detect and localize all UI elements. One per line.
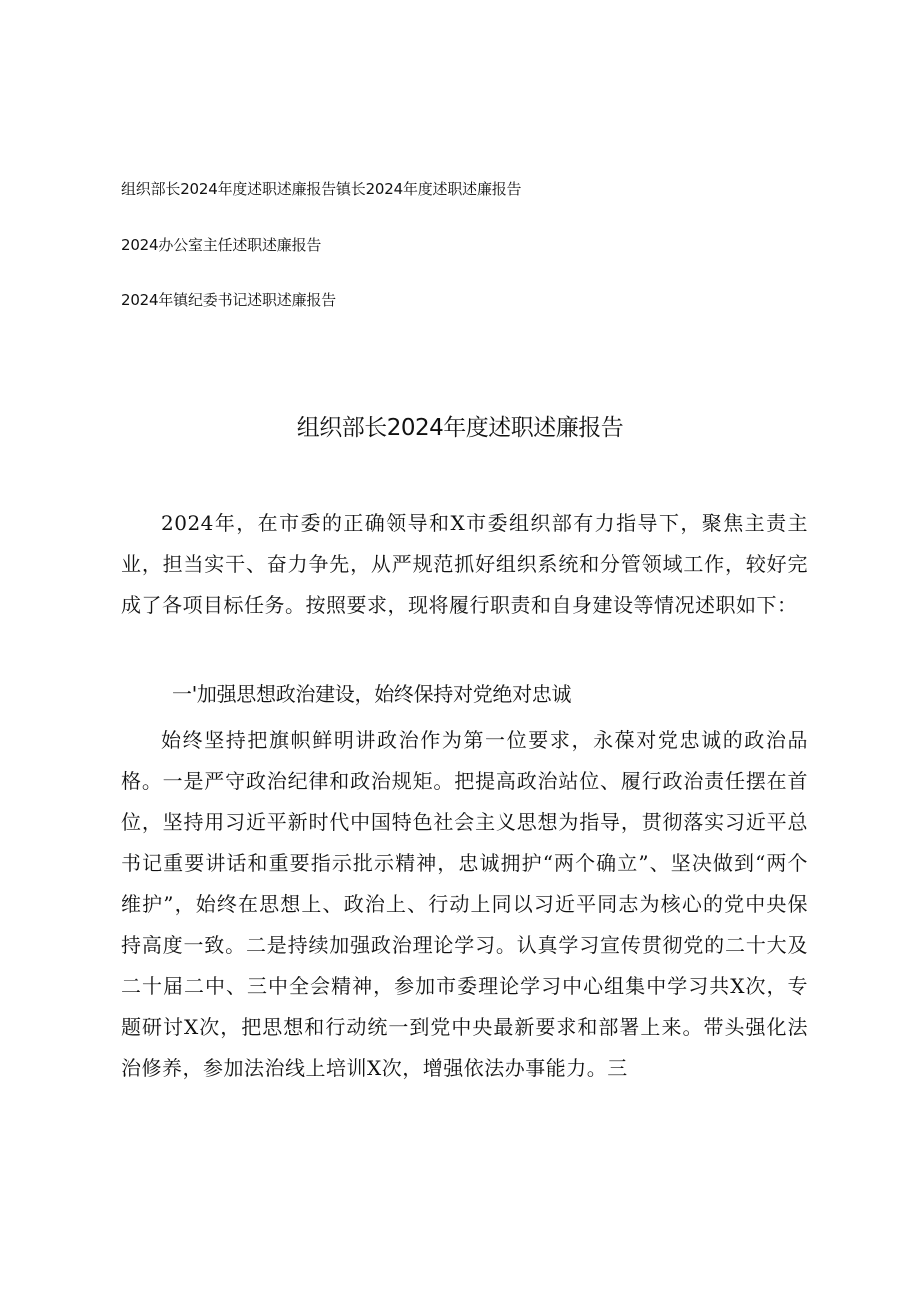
intro-paragraph: 2024年，在市委的正确领导和X市委组织部有力指导下，聚焦主责主业，担当实干、奋力争先，从严规范抓好组织系统和分管领域工作，较好完成了各项目标任务。按照要求，现将履行职责和自身建设等情况述职如下： bbox=[121, 511, 808, 617]
document-title: 组织部长2024年度述职述廉报告 bbox=[296, 415, 624, 441]
section-heading-1: 一'加强思想政治建设，始终保持对党绝对忠诚 bbox=[172, 682, 572, 706]
toc-item-3: 2024年镇纪委书记述职述廉报告 bbox=[121, 291, 336, 309]
section-1-paragraph: 始终坚持把旗帜鲜明讲政治作为第一位要求，永葆对党忠诚的政治品格。一是严守政治纪律和政治规矩。把提高政治站位、履行政治责任摆在首位，坚持用习近平新时代中国特色社会主义思想为指导，贯彻落实习近平总书记重要讲话和重要指示批示精神，忠诚拥护“两个确立”、坚决做到“两个维护”，始终在思想上、政治上、行动上同以习近平同志为核心的党中央保持高度一致。二是持续加强政治理论学习。认真学习宣传贯彻党的二十大及二十届二中、三中全会精神，参加市委理论学习中心组集中学习共X次，专题研讨X次，把思想和行动统一到党中央最新要求和部署上来。带头强化法治修养，参加法治线上培训X次，增强依法办事能力。三 bbox=[121, 728, 808, 1080]
toc-item-2: 2024办公室主任述职述廉报告 bbox=[121, 236, 322, 254]
toc-item-1: 组织部长2024年度述职述廉报告镇长2024年度述职述廉报告 bbox=[121, 180, 522, 198]
